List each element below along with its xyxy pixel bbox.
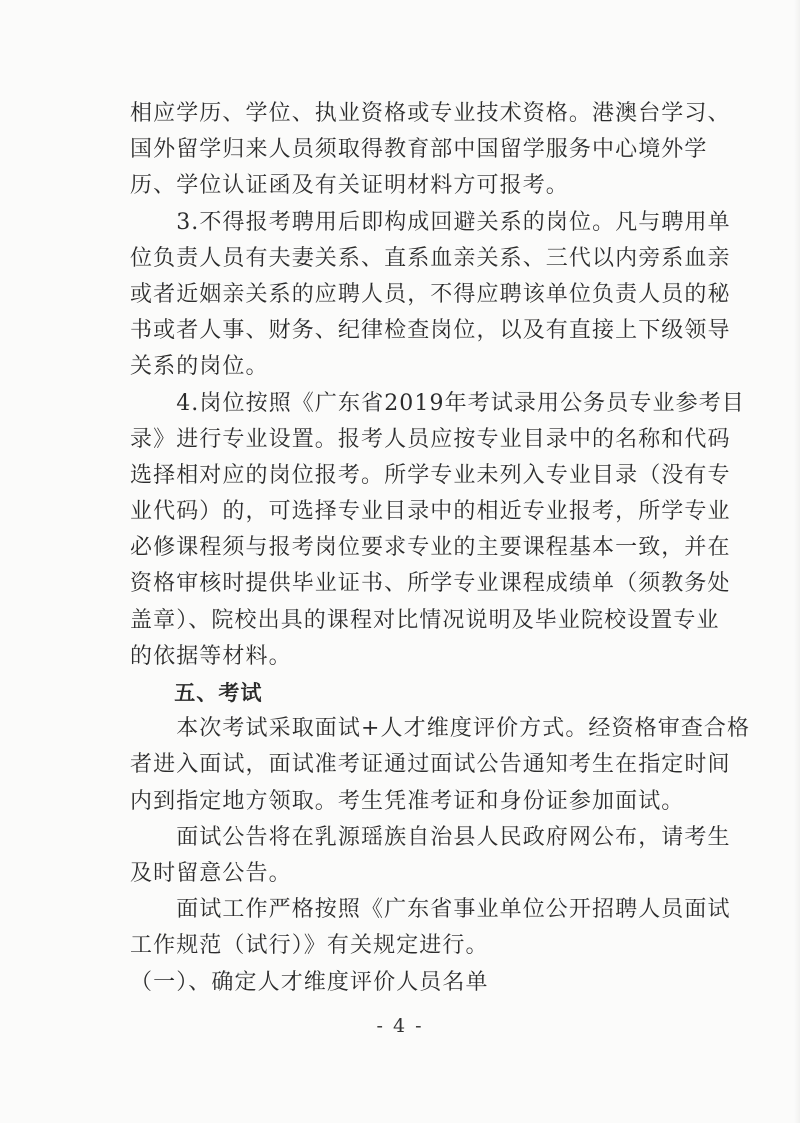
text-line: 选择相对应的岗位报考。所学专业未列入专业目录（没有专 [130, 462, 731, 488]
text-line: 录》进行专业设置。报考人员应按专业目录中的名称和代码 [130, 426, 731, 452]
text-line: 资格审核时提供毕业证书、所学专业课程成绩单（须教务处 [130, 571, 731, 597]
text-line: 面试公告将在乳源瑶族自治县人民政府网公布，请考生 [130, 824, 731, 850]
page-edge-shadow [794, 0, 800, 1123]
section-heading: 五、考试 [130, 681, 263, 705]
text-line: 3.不得报考聘用后即构成回避关系的岗位。凡与聘用单 [130, 209, 731, 235]
text-line: 国外留学归来人员须取得教育部中国留学服务中心境外学 [130, 137, 708, 163]
text-line: 业代码）的，可选择专业目录中的相近专业报考，所学专业 [130, 499, 731, 525]
subsection-heading: （一）、确定人才维度评价人员名单 [130, 969, 489, 995]
text-line: 者进入面试，面试准考证通过面试公告通知考生在指定时间 [130, 752, 731, 778]
text-line: 位负责人员有夫妻关系、直系血亲关系、三代以内旁系血亲 [130, 245, 731, 271]
text-line: 关系的岗位。 [130, 354, 269, 380]
page-number: - 4 - [376, 1015, 424, 1037]
text-line: 相应学历、学位、执业资格或专业技术资格。港澳台学习、 [130, 101, 731, 126]
text-line: 工作规范（试行）》有关规定进行。 [130, 933, 489, 959]
document-body [130, 96, 751, 1001]
text-line: 的依据等材料。 [130, 643, 292, 669]
text-line: 本次考试采取面试+人才维度评价方式。经资格审查合格 [130, 716, 751, 742]
text-line: 内到指定地方领取。考生凭准考证和身份证参加面试。 [130, 788, 685, 814]
text-line: 及时留意公告。 [130, 860, 292, 886]
text-line: 书或者人事、财务、纪律检查岗位，以及有直接上下级领导 [130, 318, 731, 344]
text-line: 盖章）、院校出具的课程对比情况说明及毕业院校设置专业 [130, 607, 720, 633]
text-line: 历、学位认证函及有关证明材料方可报考。 [130, 173, 569, 199]
text-line: 4.岗位按照《广东省2019年考试录用公务员专业参考目 [130, 390, 745, 416]
text-line: 必修课程须与报考岗位要求专业的主要课程基本一致，并在 [130, 535, 731, 561]
text-line: 面试工作严格按照《广东省事业单位公开招聘人员面试 [130, 897, 731, 923]
text-line: 或者近姻亲关系的应聘人员，不得应聘该单位负责人员的秘 [130, 281, 731, 307]
